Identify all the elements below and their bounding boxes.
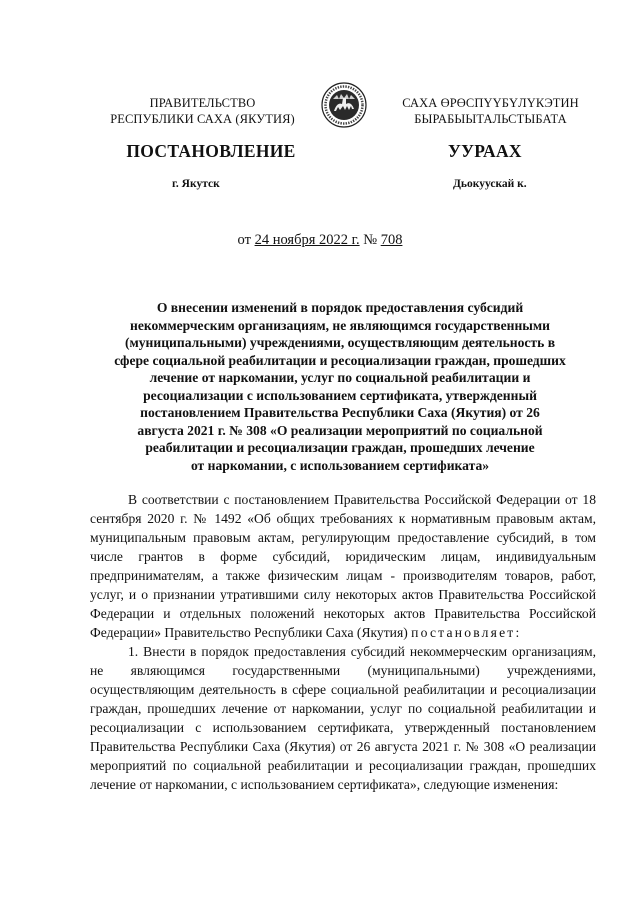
doctype-yakut: УУРААХ (448, 141, 522, 161)
left-org-name (100, 95, 305, 127)
left-org-line1: ПРАВИТЕЛЬСТВО (149, 96, 256, 110)
left-org-line2: РЕСПУБЛИКИ САХА (ЯКУТИЯ) (110, 112, 295, 126)
coat-of-arms-emblem-icon (321, 82, 367, 128)
title-line: О внесении изменений в порядок предоставления субсидий (156, 300, 524, 315)
date-number-line (0, 232, 640, 249)
decree-number: 708 (380, 232, 403, 248)
right-org-line2: БЫРАБЫЫТАЛЬСТЫБАТА (414, 112, 567, 126)
decree-word: постановляет: (411, 625, 522, 640)
title-line: лечение от наркомании, услуг по социальной реабилитации и (149, 370, 531, 385)
city-yakut: Дьокуускай к. (453, 178, 527, 190)
doctype-russian: ПОСТАНОВЛЕНИЕ (126, 141, 296, 161)
title-line: сфере социальной реабилитации и ресоциализации граждан, прошедших (114, 352, 566, 368)
preamble-paragraph (90, 490, 596, 642)
title-line: (муниципальными) учреждениями, осуществляющим деятельность в (124, 335, 556, 350)
title-line: августа 2021 г. № 308 «О реализации мероприятий по социальной (137, 422, 543, 438)
title-line: от наркомании, с использованием сертификата» (190, 457, 490, 473)
title-line: постановлением Правительства Республики Саха (Якутия) от 26 (140, 405, 540, 420)
clause-1-paragraph: 1. Внести в порядок предоставления субсидий некоммерческим организациям, не являющимся государственными (муниципальными) учреждениями, осуществляющим деятельность в сфере социальной реабилитации и ресоциализации граждан, прошедших лечение от наркомании, услуг по социальной реабилитации и ресоциализации с использованием сертификата, утвержденный постановлением Правительства Республики Саха (Якутия) от 26 августа 2021 г. № 308 «О реализации мероприятий по социальной реабилитации и ресоциализации граждан, прошедших лечение от наркомании, с использованием сертификата», следующие изменения: (90, 644, 596, 792)
decree-date: 24 ноября 2022 г. (254, 232, 360, 248)
title-line: ресоциализации с использованием сертификата, утвержденный (143, 387, 537, 403)
document-title (100, 299, 580, 474)
right-org-line1: САХА ӨРӨСПҮҮБҮЛҮКЭТИН (402, 96, 579, 110)
number-sign: № (359, 232, 381, 248)
city-russian: г. Якутск (172, 178, 220, 190)
preamble-text: В соответствии с постановлением Правительства Российской Федерации от 18 сентября 2020 г. № 1492 «Об общих требованиях к нормативным правовым актам, муниципальным правовым актам, регулирующим предоставление субсидий, в том числе грантов в форме субсидий, юридическим лицам, индивидуальным предпринимателям, а также физическим лицам - производителям товаров, работ, услуг, и о признании утратившими силу некоторых актов Правительства Российской Федерации и отдельных положений некоторых актов Правительства Российской Федерации» Правительство Республики Саха (Якутия) (90, 492, 596, 640)
right-org-name (388, 95, 593, 127)
document-body (90, 490, 596, 794)
date-prefix: от (237, 232, 255, 248)
title-line: реабилитации и ресоциализации граждан, прошедших лечение (145, 440, 535, 455)
title-line: некоммерческим организациям, не являющимся государственными (130, 317, 550, 333)
